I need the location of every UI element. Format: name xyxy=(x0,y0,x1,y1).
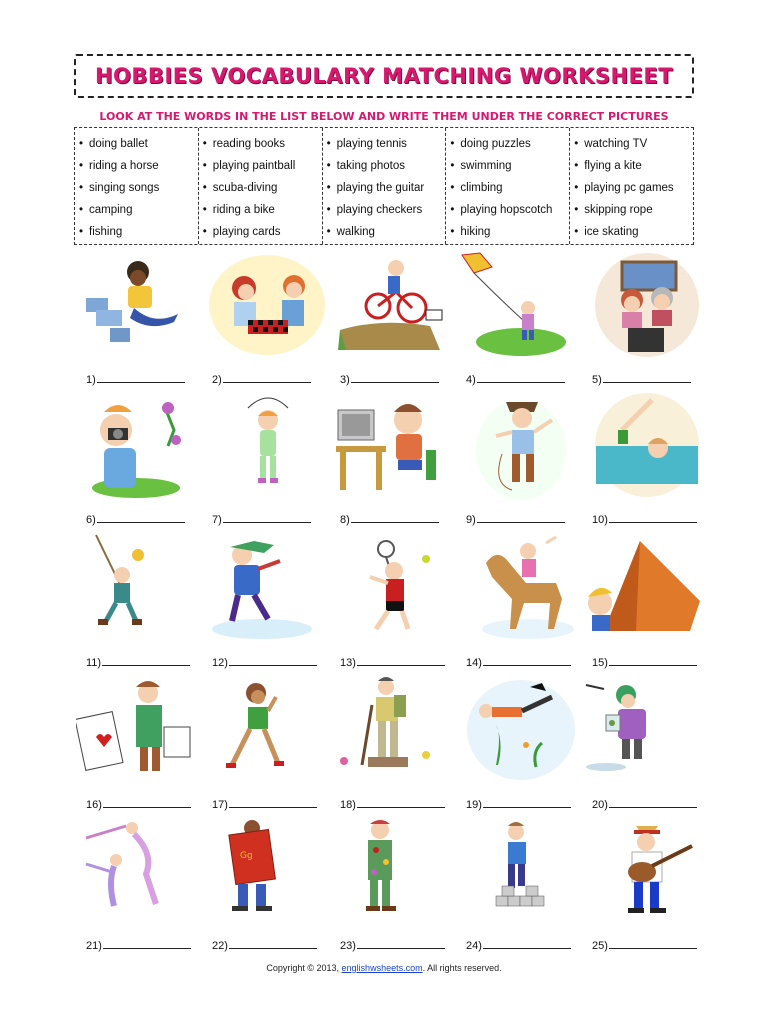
answer-line[interactable] xyxy=(466,513,565,526)
picture-cell xyxy=(456,675,586,815)
blank-underline[interactable] xyxy=(609,513,697,523)
word-column xyxy=(199,128,323,244)
word-item: • climbing xyxy=(450,182,503,194)
blank-underline[interactable] xyxy=(609,939,697,949)
word-item: • doing ballet xyxy=(79,138,148,150)
answer-line[interactable] xyxy=(212,939,317,952)
answer-line[interactable] xyxy=(592,513,697,526)
word-item: • singing songs xyxy=(79,182,160,194)
word-item: • playing tennis xyxy=(326,138,407,150)
word-item: • camping xyxy=(79,204,133,216)
playing-pc-games-picture xyxy=(330,390,460,502)
item-number: 13) xyxy=(340,657,356,669)
blank-underline[interactable] xyxy=(609,656,697,666)
word-item: • fishing xyxy=(79,226,123,238)
answer-line[interactable] xyxy=(340,939,445,952)
site-link[interactable]: englishwsheets.com xyxy=(341,963,423,973)
item-number: 4) xyxy=(466,374,476,386)
blank-underline[interactable] xyxy=(103,798,191,808)
blank-underline[interactable] xyxy=(477,513,565,523)
answer-line[interactable] xyxy=(466,373,565,386)
word-bank xyxy=(74,127,694,245)
picture-cell xyxy=(456,533,586,673)
answer-line[interactable] xyxy=(466,939,571,952)
blank-underline[interactable] xyxy=(357,656,445,666)
blank-underline[interactable] xyxy=(483,939,571,949)
worksheet-title: HOBBIES VOCABULARY MATCHING WORKSHEET xyxy=(94,64,674,88)
picture-cell xyxy=(330,533,460,673)
word-item: • playing hopscotch xyxy=(450,204,553,216)
singing-songs-picture xyxy=(456,390,586,502)
word-column xyxy=(75,128,199,244)
word-item: • doing puzzles xyxy=(450,138,531,150)
answer-line[interactable] xyxy=(212,373,311,386)
answer-line[interactable] xyxy=(212,513,311,526)
playing-hopscotch-picture xyxy=(456,816,586,928)
blank-underline[interactable] xyxy=(483,798,571,808)
answer-line[interactable] xyxy=(592,798,697,811)
riding-bike-picture xyxy=(330,250,460,362)
item-number: 24) xyxy=(466,940,482,952)
picture-cell xyxy=(202,250,332,390)
title-box xyxy=(74,54,694,98)
item-number: 9) xyxy=(466,514,476,526)
picture-cell xyxy=(330,390,460,530)
word-item: • hiking xyxy=(450,226,491,238)
blank-underline[interactable] xyxy=(477,373,565,383)
picture-cell xyxy=(582,250,712,390)
word-item: • scuba-diving xyxy=(202,182,278,194)
item-number: 7) xyxy=(212,514,222,526)
answer-line[interactable] xyxy=(340,513,439,526)
blank-underline[interactable] xyxy=(97,513,185,523)
playing-paintball-picture xyxy=(330,816,460,928)
answer-line[interactable] xyxy=(212,656,317,669)
picture-cell xyxy=(456,250,586,390)
item-number: 6) xyxy=(86,514,96,526)
picture-cell xyxy=(582,533,712,673)
blank-underline[interactable] xyxy=(97,373,185,383)
picture-cell xyxy=(76,250,206,390)
blank-underline[interactable] xyxy=(357,798,445,808)
item-number: 10) xyxy=(592,514,608,526)
item-number: 3) xyxy=(340,374,350,386)
svg-text:Gg: Gg xyxy=(240,851,253,861)
item-number: 15) xyxy=(592,657,608,669)
item-number: 18) xyxy=(340,799,356,811)
answer-line[interactable] xyxy=(86,939,191,952)
walking-picture xyxy=(202,675,332,787)
word-item: • playing pc games xyxy=(574,182,674,194)
word-item: • playing cards xyxy=(202,226,281,238)
flying-kite-picture xyxy=(456,250,586,362)
answer-line[interactable] xyxy=(340,656,445,669)
item-number: 8) xyxy=(340,514,350,526)
answer-line[interactable] xyxy=(86,798,191,811)
answer-line[interactable] xyxy=(86,513,185,526)
item-number: 16) xyxy=(86,799,102,811)
item-number: 21) xyxy=(86,940,102,952)
doing-ballet-picture xyxy=(76,816,206,928)
taking-photos-picture xyxy=(76,390,206,502)
playing-guitar-picture xyxy=(582,816,712,928)
skipping-rope-picture xyxy=(202,390,332,502)
word-item: • playing paintball xyxy=(202,160,296,172)
answer-line[interactable] xyxy=(592,939,697,952)
blank-underline[interactable] xyxy=(351,513,439,523)
picture-cell xyxy=(76,533,206,673)
word-item: • reading books xyxy=(202,138,286,150)
answer-line[interactable] xyxy=(592,373,691,386)
playing-cards-picture xyxy=(76,675,206,787)
picture-cell xyxy=(456,816,586,956)
picture-cell xyxy=(456,390,586,530)
playing-tennis-picture xyxy=(330,533,460,645)
blank-underline[interactable] xyxy=(229,656,317,666)
item-number: 23) xyxy=(340,940,356,952)
item-number: 25) xyxy=(592,940,608,952)
word-item: • taking photos xyxy=(326,160,406,172)
word-item: • watching TV xyxy=(574,138,648,150)
item-number: 11) xyxy=(86,657,102,669)
word-item: • playing checkers xyxy=(326,204,423,216)
blank-underline[interactable] xyxy=(102,656,190,666)
blank-underline[interactable] xyxy=(483,656,571,666)
word-item: • riding a horse xyxy=(79,160,159,172)
word-item: • ice skating xyxy=(574,226,639,238)
answer-line[interactable] xyxy=(340,798,445,811)
answer-line[interactable] xyxy=(212,798,317,811)
word-item: • skipping rope xyxy=(574,204,653,216)
item-number: 5) xyxy=(592,374,602,386)
picture-cell xyxy=(76,816,206,956)
word-column xyxy=(323,128,447,244)
answer-line[interactable] xyxy=(86,373,185,386)
blank-underline[interactable] xyxy=(223,373,311,383)
playing-checkers-picture xyxy=(202,250,332,362)
picture-cell xyxy=(202,816,332,956)
answer-line[interactable] xyxy=(466,798,571,811)
picture-cell xyxy=(582,816,712,956)
instruction-text: LOOK AT THE WORDS IN THE LIST BELOW AND WRITE THEM UNDER THE CORRECT PICTURES xyxy=(99,110,669,123)
picture-cell xyxy=(330,250,460,390)
climbing-picture xyxy=(76,533,206,645)
doing-puzzle-picture xyxy=(76,250,206,362)
copyright-footer: Copyright © 2013, englishwsheets.com. All rights reserved. xyxy=(266,963,502,973)
blank-underline[interactable] xyxy=(609,798,697,808)
blank-underline[interactable] xyxy=(603,373,691,383)
word-column xyxy=(570,128,693,244)
word-item: • walking xyxy=(326,226,375,238)
blank-underline[interactable] xyxy=(229,939,317,949)
answer-line[interactable] xyxy=(592,656,697,669)
word-item: • flying a kite xyxy=(574,160,642,172)
reading-books-picture xyxy=(202,816,332,928)
answer-line[interactable] xyxy=(466,656,571,669)
item-number: 19) xyxy=(466,799,482,811)
word-item: • playing the guitar xyxy=(326,182,425,194)
word-column xyxy=(446,128,570,244)
blank-underline[interactable] xyxy=(357,939,445,949)
blank-underline[interactable] xyxy=(223,513,311,523)
item-number: 17) xyxy=(212,799,228,811)
picture-cell xyxy=(330,675,460,815)
word-item: • swimming xyxy=(450,160,512,172)
hiking-picture xyxy=(330,675,460,787)
picture-cell xyxy=(76,390,206,530)
ice-skating-picture xyxy=(202,533,332,645)
item-number: 20) xyxy=(592,799,608,811)
item-number: 1) xyxy=(86,374,96,386)
blank-underline[interactable] xyxy=(351,373,439,383)
blank-underline[interactable] xyxy=(103,939,191,949)
picture-cell xyxy=(582,675,712,815)
picture-cell xyxy=(330,816,460,956)
swimming-picture xyxy=(582,390,712,502)
picture-cell xyxy=(202,533,332,673)
item-number: 12) xyxy=(212,657,228,669)
blank-underline[interactable] xyxy=(229,798,317,808)
watching-tv-picture xyxy=(582,250,712,362)
picture-cell xyxy=(582,390,712,530)
camping-picture xyxy=(582,533,712,645)
item-number: 22) xyxy=(212,940,228,952)
picture-cell xyxy=(202,675,332,815)
scuba-diving-picture xyxy=(456,675,586,787)
word-item: • riding a bike xyxy=(202,204,275,216)
answer-line[interactable] xyxy=(340,373,439,386)
riding-horse-picture xyxy=(456,533,586,645)
answer-line[interactable] xyxy=(86,656,190,669)
picture-cell xyxy=(202,390,332,530)
fishing-picture xyxy=(582,675,712,787)
item-number: 14) xyxy=(466,657,482,669)
item-number: 2) xyxy=(212,374,222,386)
picture-cell xyxy=(76,675,206,815)
